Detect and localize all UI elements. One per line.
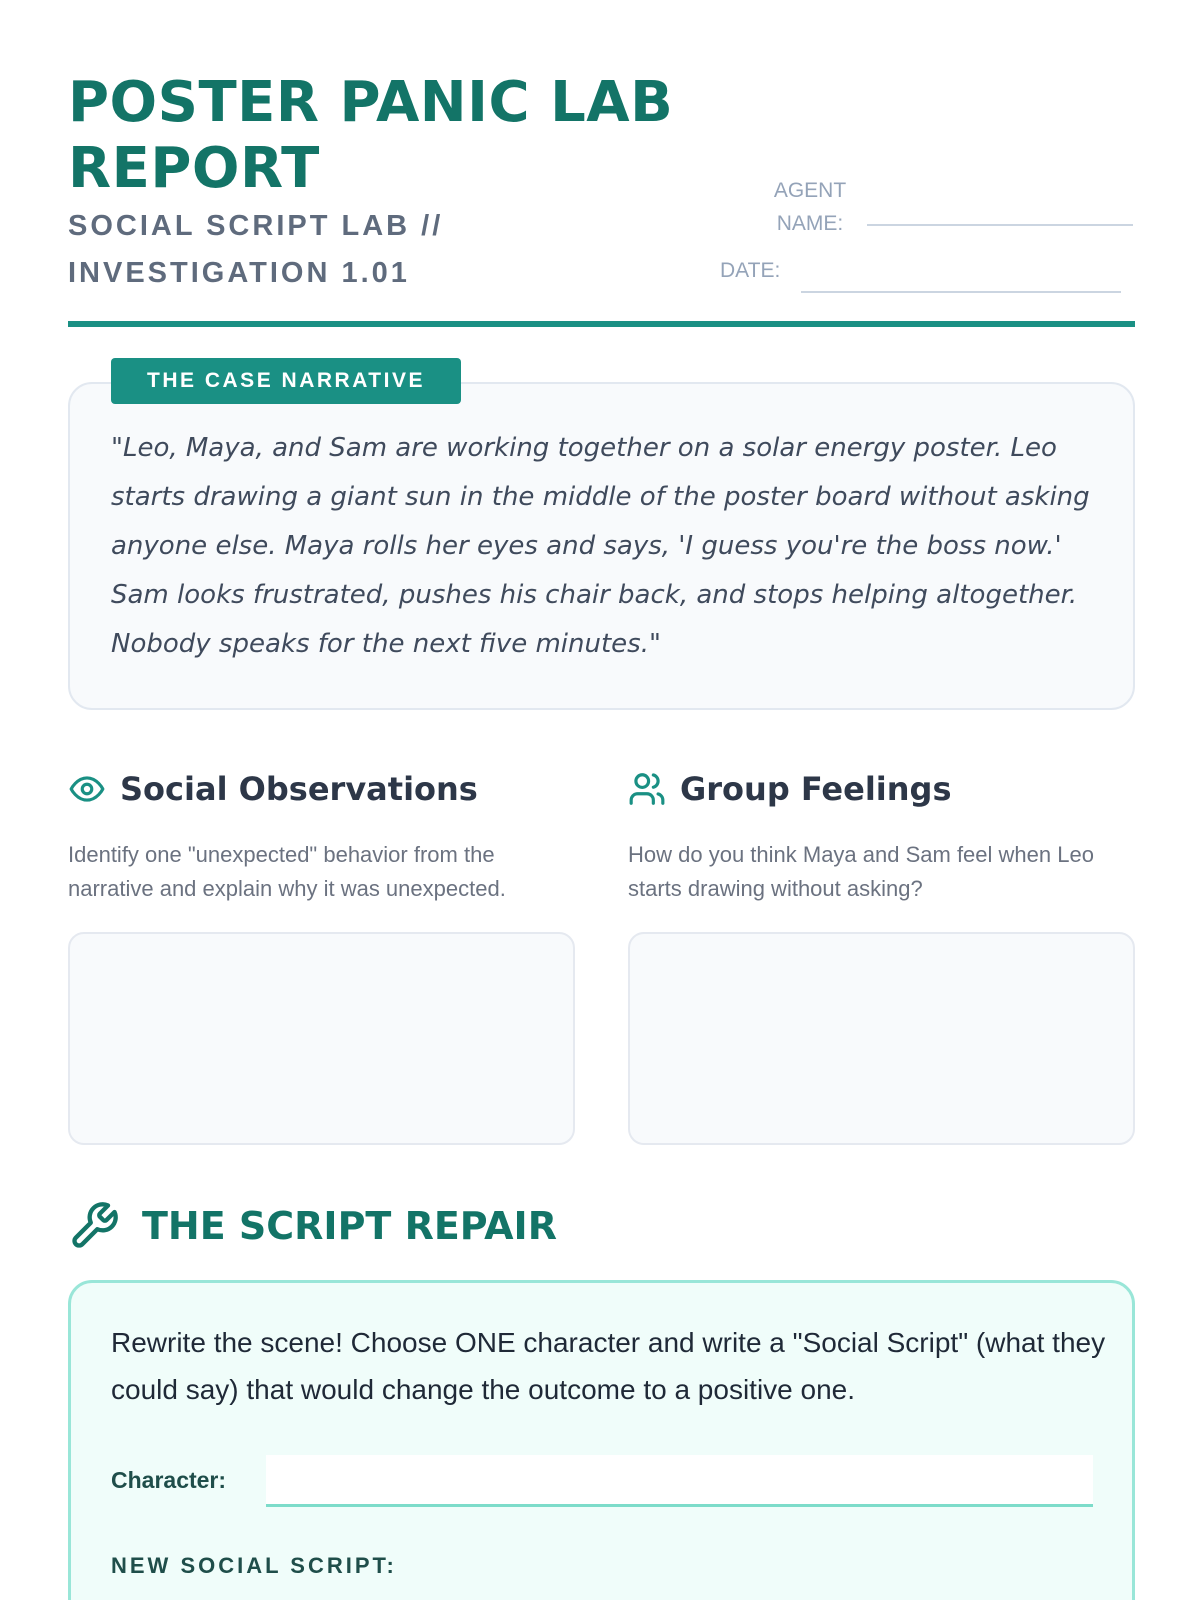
page-title: POSTER PANIC LAB REPORT [68, 70, 674, 201]
page-subtitle: SOCIAL SCRIPT LAB // INVESTIGATION 1.01 [68, 210, 444, 289]
agent-name-field[interactable] [867, 224, 1133, 226]
script-repair-title: THE SCRIPT REPAIR [142, 1204, 557, 1248]
header-divider [68, 321, 1135, 327]
wrench-icon [68, 1200, 120, 1252]
agent-name-label: AGENT NAME: [773, 179, 847, 235]
social-observations-title: Social Observations [120, 770, 478, 808]
group-feelings-answer-box[interactable] [628, 932, 1135, 1145]
character-input[interactable] [266, 1455, 1093, 1507]
social-observations-heading [68, 764, 478, 814]
new-social-script-label: NEW SOCIAL SCRIPT: [111, 1553, 397, 1578]
date-field[interactable] [801, 291, 1121, 293]
group-feelings-heading [628, 764, 952, 814]
users-icon [628, 770, 666, 808]
case-narrative-text: "Leo, Maya, and Sam are working together on a solar energy poster. Leo starts drawing a giant sun in the middle of the poster board without asking anyone else. Maya rolls her eyes and says, 'I guess you're the boss now.' Sam looks frustrated, pushes his chair back, and stops helping altogether. Nobody speaks for the next five minutes." [111, 433, 1090, 659]
social-observations-answer-box[interactable] [68, 932, 575, 1145]
social-observations-prompt: Identify one "unexpected" behavior from the narrative and explain why it was unexpected. [68, 842, 506, 901]
script-repair-heading [68, 1198, 557, 1254]
script-repair-instructions: Rewrite the scene! Choose ONE character and write a "Social Script" (what they could say) that would change the outcome to a positive one. [111, 1327, 1106, 1405]
eye-icon [68, 770, 106, 808]
date-label: DATE: [720, 259, 781, 282]
group-feelings-title: Group Feelings [680, 770, 952, 808]
case-narrative-tag: THE CASE NARRATIVE [111, 358, 461, 404]
character-label: Character: [111, 1467, 227, 1493]
group-feelings-prompt: How do you think Maya and Sam feel when Leo starts drawing without asking? [628, 842, 1094, 901]
